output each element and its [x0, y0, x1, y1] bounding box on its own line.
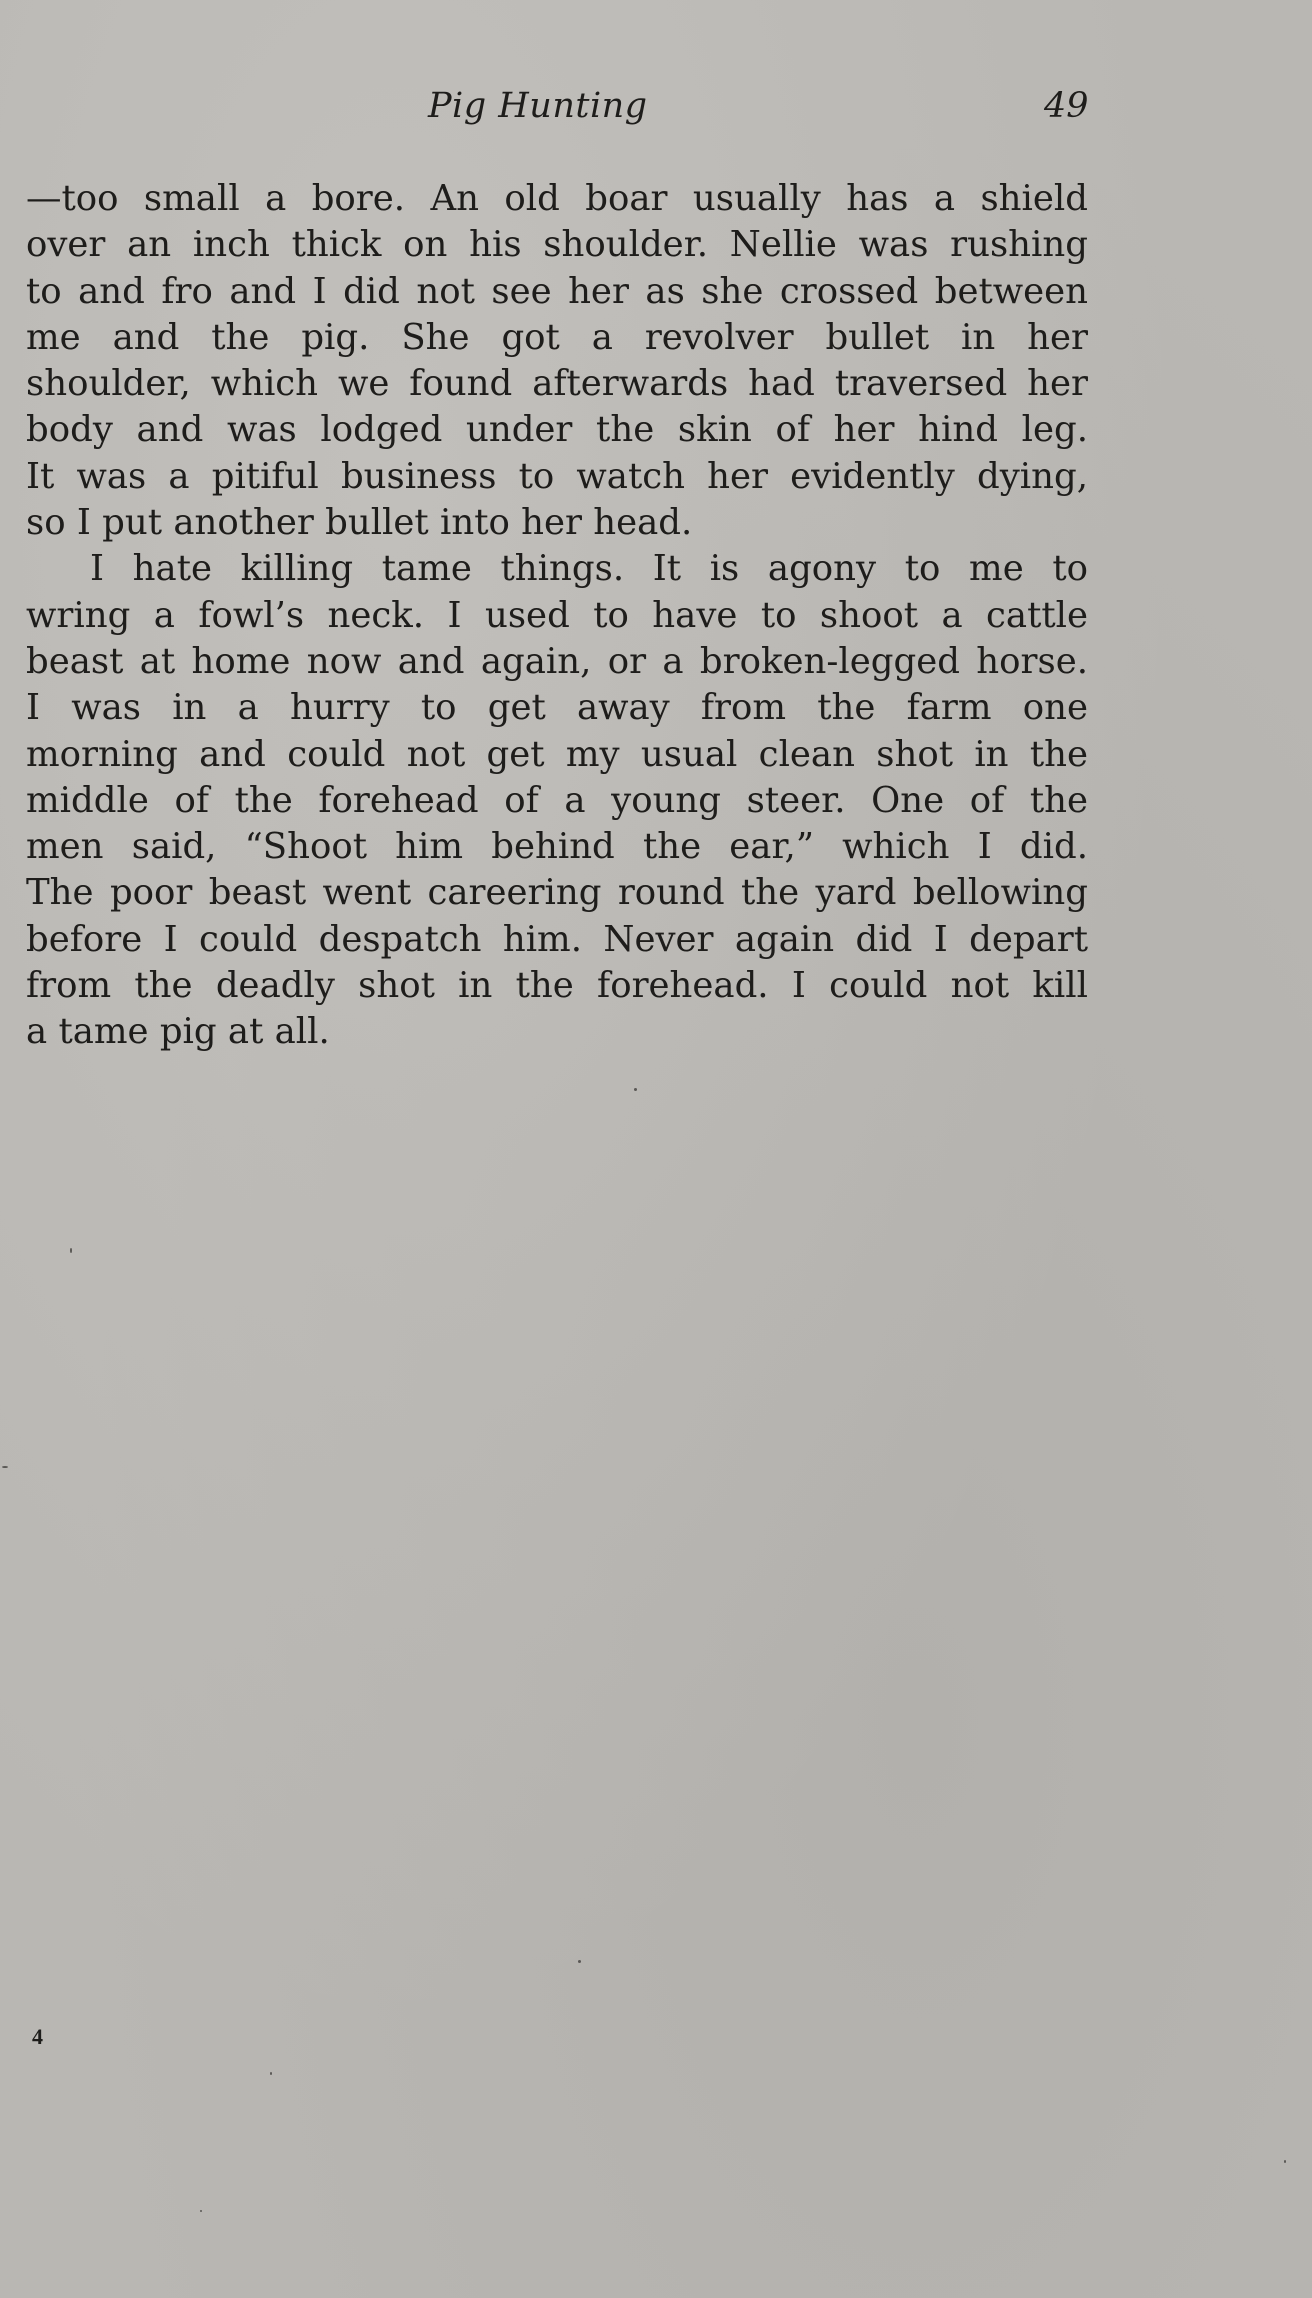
text-line: The poor beast went careering round the yard bellowing — [26, 872, 1088, 914]
text-line: middle of the forehead of a young steer. One of the — [26, 779, 1088, 821]
text-line: from the deadly shot in the forehead. I could not kill — [26, 965, 1088, 1007]
text-line: to and fro and I did not see her as she crossed between — [26, 270, 1088, 312]
paper-speck — [1284, 2160, 1286, 2163]
paper-speck — [270, 2072, 272, 2075]
paper-speck — [200, 2210, 202, 2212]
body-text — [26, 176, 1088, 1056]
running-head — [0, 86, 1312, 138]
text-line: morning and could not get my usual clean shot in the — [26, 733, 1088, 775]
text-line: over an inch thick on his shoulder. Nellie was rushing — [26, 224, 1088, 266]
text-line: beast at home now and again, or a broken-legged horse. — [26, 640, 1088, 682]
paragraph-2 — [26, 546, 1088, 1055]
text-line: men said, “Shoot him behind the ear,” which I did. — [26, 826, 1088, 868]
paper-speck — [578, 1960, 581, 1963]
text-line: so I put another bullet into her head. — [26, 502, 693, 544]
text-line: before I could despatch him. Never again did I depart — [26, 918, 1088, 960]
paragraph-1 — [26, 176, 1088, 546]
running-title: Pig Hunting — [428, 86, 648, 126]
text-line: shoulder, which we found afterwards had traversed her — [26, 363, 1088, 405]
paper-speck — [70, 1248, 72, 1253]
paper-speck — [634, 1088, 637, 1091]
text-line: I was in a hurry to get away from the farm one — [26, 687, 1088, 729]
text-line: —too small a bore. An old boar usually has a shield — [26, 178, 1088, 219]
text-line: It was a pitiful business to watch her evidently dying, — [26, 455, 1088, 497]
text-line: a tame pig at all. — [26, 1011, 330, 1053]
text-line: me and the pig. She got a revolver bullet in her — [26, 316, 1088, 358]
text-line: I hate killing tame things. It is agony to me to — [90, 548, 1088, 590]
signature-mark: 4 — [32, 2024, 43, 2049]
paper-speck — [2, 1466, 8, 1468]
page-number: 49 — [1044, 86, 1089, 126]
text-line: wring a fowl’s neck. I used to have to shoot a cattle — [26, 594, 1088, 636]
text-line: body and was lodged under the skin of her hind leg. — [26, 409, 1088, 451]
